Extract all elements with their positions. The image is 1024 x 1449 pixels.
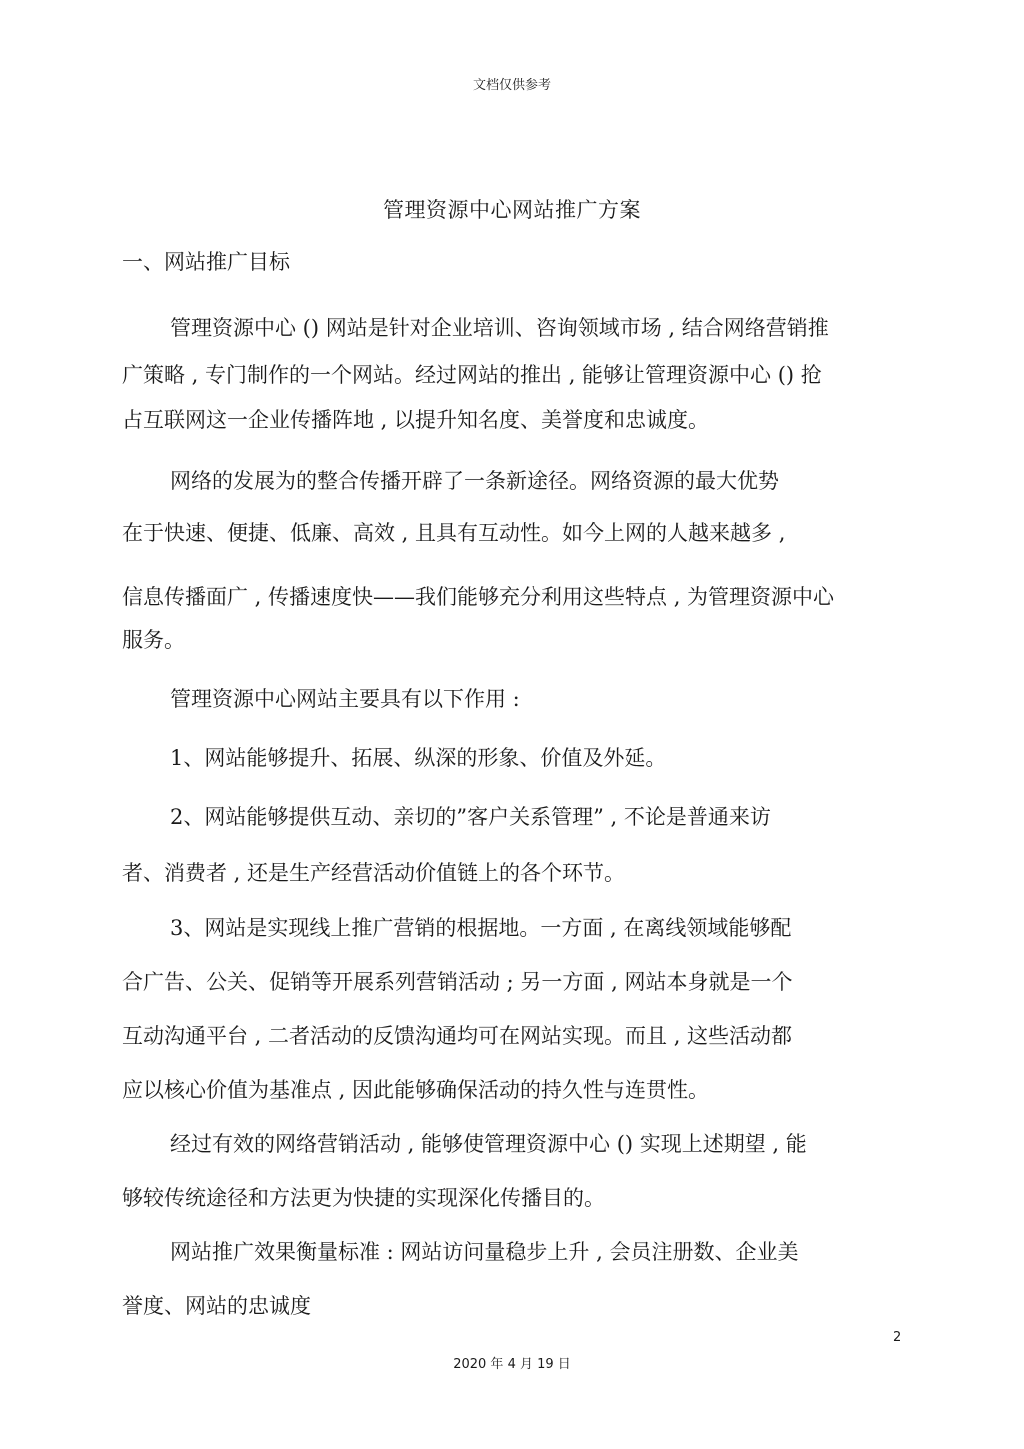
list-item-continuation: 合广告、公关、促销等开展系列营销活动 ; 另一方面 , 网站本身就是一个	[122, 970, 793, 994]
page-title: 管理资源中心网站推广方案	[383, 198, 641, 222]
paragraph-line: 管理资源中心 () 网站是针对企业培训、咨询领域市场 , 结合网络营销推	[170, 316, 829, 340]
paragraph-line: 网络的发展为的整合传播开辟了一条新途径。网络资源的最大优势	[170, 469, 779, 493]
list-item-continuation: 互动沟通平台 , 二者活动的反馈沟通均可在网站实现。而且 , 这些活动都	[122, 1024, 793, 1048]
list-item-continuation: 应以核心价值为基准点 , 因此能够确保活动的持久性与连贯性。	[122, 1078, 710, 1102]
paragraph-line: 够较传统途径和方法更为快捷的实现深化传播目的。	[122, 1186, 605, 1210]
paragraph-line: 管理资源中心网站主要具有以下作用 :	[170, 687, 520, 711]
list-item: 2、网站能够提供互动、亲切的”客户关系管理” , 不论是普通来访	[170, 805, 771, 829]
page-number: 2	[893, 1330, 902, 1345]
list-item: 3、网站是实现线上推广营销的根据地。一方面 , 在离线领域能够配	[170, 916, 792, 940]
paragraph-line: 服务。	[122, 628, 185, 652]
paragraph-line: 誉度、网站的忠诚度	[122, 1294, 311, 1318]
paragraph-line: 在于快速、便捷、低廉、高效 , 且具有互动性。如今上网的人越来越多 ,	[122, 521, 786, 545]
list-item-continuation: 者、消费者 , 还是生产经营活动价值链上的各个环节。	[122, 861, 626, 885]
paragraph-line: 信息传播面广 , 传播速度快——我们能够充分利用这些特点 , 为管理资源中心	[122, 585, 835, 609]
paragraph-line: 网站推广效果衡量标准 : 网站访问量稳步上升 , 会员注册数、企业美	[170, 1240, 799, 1264]
paragraph-line: 经过有效的网络营销活动 , 能够使管理资源中心 () 实现上述期望 , 能	[170, 1132, 807, 1156]
header-note: 文档仅供参考	[472, 78, 551, 93]
section-heading: 一、网站推广目标	[122, 250, 290, 274]
list-item: 1、网站能够提升、拓展、纵深的形象、价值及外延。	[170, 746, 667, 770]
footer-date: 2020 年 4 月 19 日	[453, 1357, 571, 1372]
paragraph-line: 占互联网这一企业传播阵地 , 以提升知名度、美誉度和忠诚度。	[122, 408, 710, 432]
paragraph-line: 广策略 , 专门制作的一个网站。经过网站的推出 , 能够让管理资源中心 () 抢	[122, 363, 822, 387]
